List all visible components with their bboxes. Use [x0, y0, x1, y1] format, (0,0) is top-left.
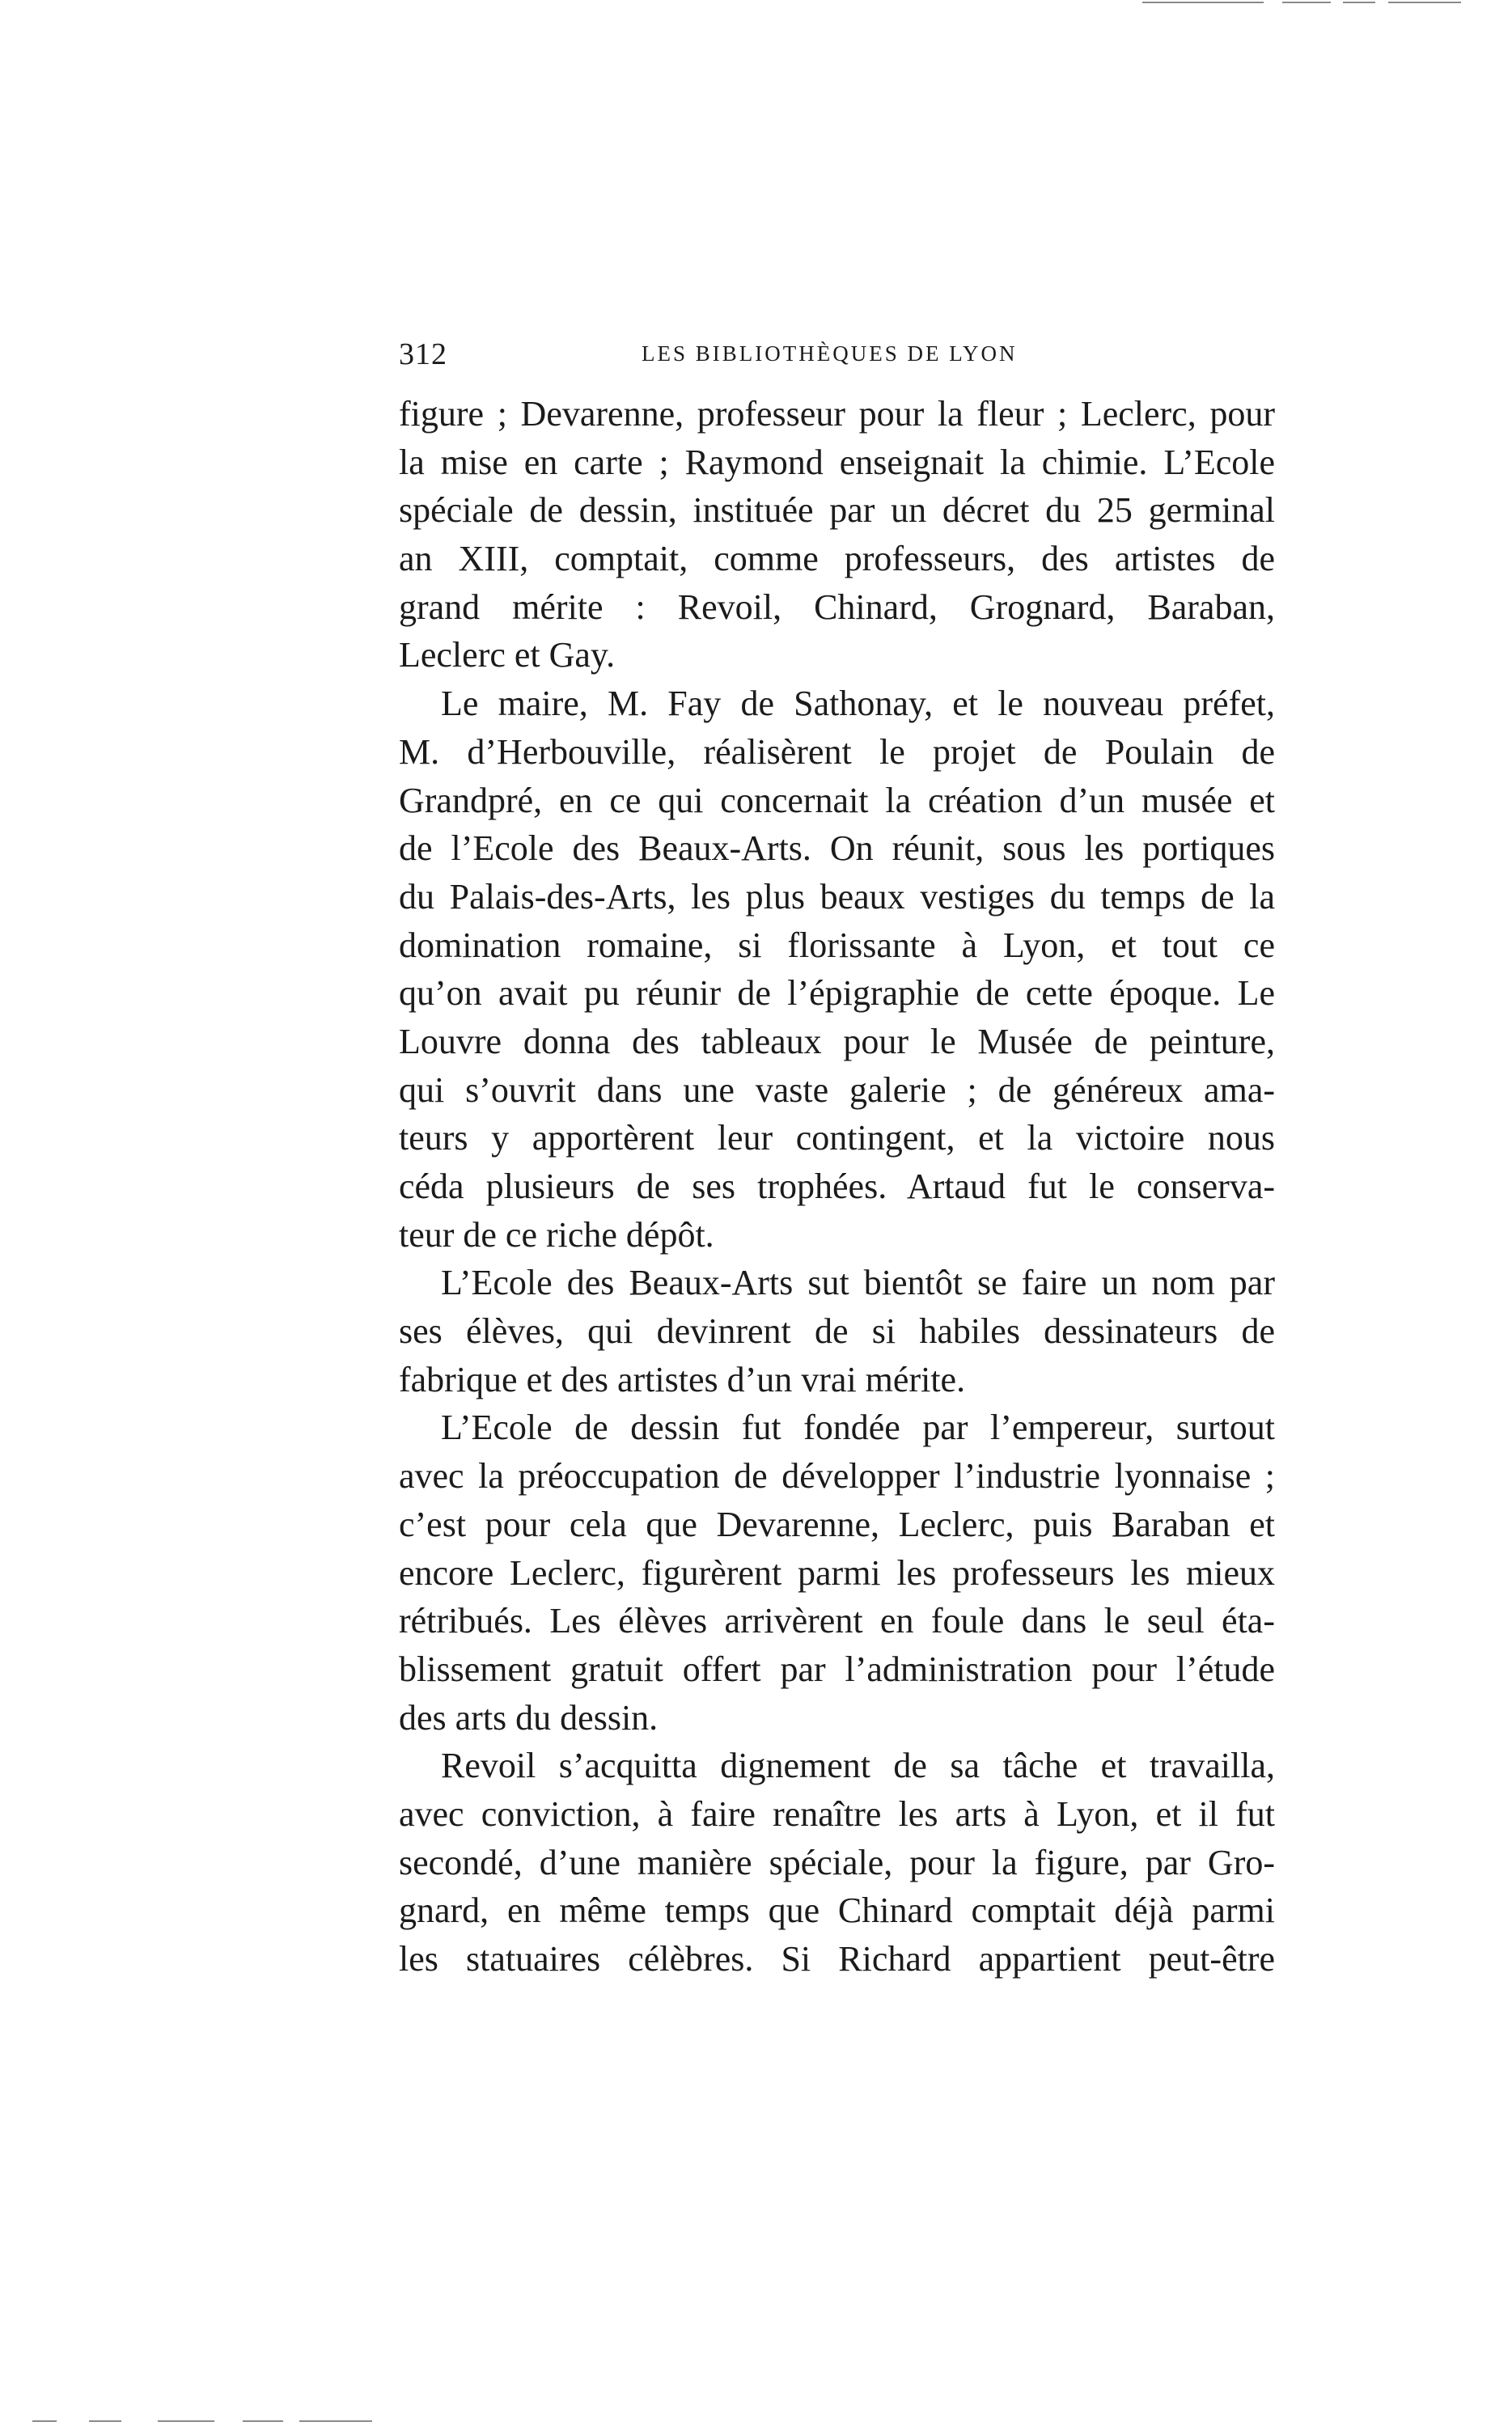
text-line: céda plusieurs de ses trophées. Artaud fut le conserva-	[399, 1166, 1275, 1206]
paragraph-first-line: Revoil s’acquitta dignement de sa tâche et travailla,	[441, 1746, 1275, 1786]
text-line: qu’on avait pu réunir de l’épigraphie de cette époque. Le	[399, 973, 1275, 1014]
text-line: des arts du dessin.	[399, 1697, 659, 1738]
text-line: rétribués. Les élèves arrivèrent en foule dans le seul éta-	[399, 1601, 1275, 1641]
text-line: les statuaires célèbres. Si Richard appartient peut-être	[399, 1939, 1275, 1979]
text-line: figure ; Devarenne, professeur pour la fleur ; Leclerc, pour	[399, 394, 1275, 434]
text-line: avec la préoccupation de développer l’industrie lyonnaise ;	[399, 1456, 1275, 1497]
text-line: de l’Ecole des Beaux-Arts. On réunit, sous les portiques	[399, 828, 1275, 869]
body-text	[399, 390, 1275, 1984]
text-line: encore Leclerc, figurèrent parmi les professeurs les mieux	[399, 1552, 1275, 1593]
text-line: Leclerc et Gay.	[399, 635, 616, 675]
text-line: Louvre donna des tableaux pour le Musée de peinture,	[399, 1021, 1275, 1061]
text-line: c’est pour cela que Devarenne, Leclerc, puis Baraban et	[399, 1504, 1275, 1544]
text-line: domination romaine, si florissante à Lyon, et tout ce	[399, 925, 1275, 965]
page-number: 312	[399, 337, 447, 371]
text-line: la mise en carte ; Raymond enseignait la chimie. L’Ecole	[399, 442, 1275, 482]
text-line: secondé, d’une manière spéciale, pour la figure, par Gro-	[399, 1842, 1275, 1882]
paragraph-first-line: L’Ecole de dessin fut fondée par l’empereur, surtout	[441, 1408, 1275, 1448]
text-line: grand mérite : Revoil, Chinard, Grognard, Baraban,	[399, 586, 1275, 627]
scan-edge-mark	[32, 2420, 57, 2422]
scan-edge-mark	[1388, 2, 1461, 3]
scan-edge-mark	[1343, 2, 1375, 3]
scan-edge-mark	[1282, 2, 1331, 3]
scan-edge-mark	[1142, 2, 1264, 3]
text-line: gnard, en même temps que Chinard comptait déjà parmi	[399, 1890, 1275, 1931]
paragraph-first-line: L’Ecole des Beaux-Arts sut bientôt se faire un nom par	[441, 1263, 1275, 1303]
scan-edge-mark	[243, 2420, 283, 2422]
text-line: M. d’Herbouville, réalisèrent le projet de Poulain de	[399, 731, 1275, 772]
running-head: LES BIBLIOTHÈQUES DE LYON	[642, 341, 1018, 366]
text-line: blissement gratuit offert par l’administration pour l’étude	[399, 1649, 1275, 1689]
text-line: ses élèves, qui devinrent de si habiles dessinateurs de	[399, 1311, 1275, 1352]
text-line: avec conviction, à faire renaître les arts à Lyon, et il fut	[399, 1793, 1275, 1834]
text-line: du Palais-des-Arts, les plus beaux vestiges du temps de la	[399, 876, 1275, 917]
scan-edge-mark	[89, 2420, 121, 2422]
text-line: an XIII, comptait, comme professeurs, des artistes de	[399, 539, 1275, 579]
scan-edge-mark	[299, 2420, 372, 2422]
paragraph-first-line: Le maire, M. Fay de Sathonay, et le nouveau préfet,	[441, 684, 1275, 724]
text-line: qui s’ouvrit dans une vaste galerie ; de généreux ama-	[399, 1069, 1275, 1110]
text-line: teurs y apportèrent leur contingent, et la victoire nous	[399, 1118, 1275, 1158]
scan-edge-mark	[158, 2420, 214, 2422]
text-line: Grandpré, en ce qui concernait la création d’un musée et	[399, 780, 1275, 820]
text-line: teur de ce riche dépôt.	[399, 1214, 714, 1255]
text-line: fabrique et des artistes d’un vrai mérite.	[399, 1359, 966, 1399]
text-line: spéciale de dessin, instituée par un décret du 25 germinal	[399, 490, 1275, 531]
page-header	[399, 337, 1293, 385]
